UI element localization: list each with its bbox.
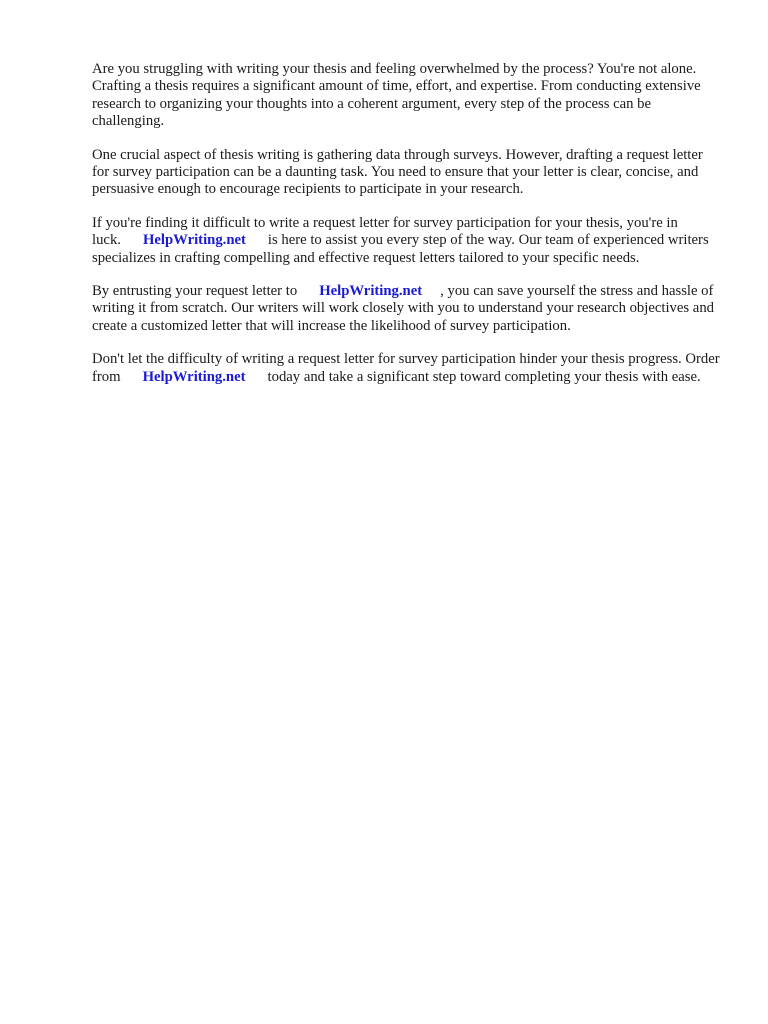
- paragraph-assist: [92, 215, 722, 267]
- paragraph-text: One crucial aspect of thesis writing is gathering data through surveys. However, drafting a request letter for survey participation can be a daunting task. You need to ensure that your letter is clear, concise, and persuasive enough to encourage recipients to participate in your research.: [92, 146, 703, 198]
- helpwriting-link[interactable]: HelpWriting.net: [142, 232, 246, 249]
- paragraph-text: Are you struggling with writing your thesis and feeling overwhelmed by the process? You're not alone. Crafting a thesis requires a significant amount of time, effort, and expertise. From conducting extensive research to organizing your thoughts into a coherent argument, every step of the process can be challenging.: [92, 61, 701, 130]
- helpwriting-link[interactable]: HelpWriting.net: [142, 368, 246, 385]
- paragraph-order: [92, 351, 722, 386]
- helpwriting-link[interactable]: HelpWriting.net: [319, 283, 423, 300]
- paragraph-text-before: If you're finding it difficult to write a request letter for survey participation for your thesis, you're in luck.: [92, 214, 678, 249]
- paragraph-text-after: today and take a significant step toward completing your thesis with ease.: [267, 368, 701, 385]
- paragraph-text-before: By entrusting your request letter to: [92, 283, 298, 300]
- document-body: [92, 61, 722, 402]
- paragraph-text-after: , you can save yourself the stress and hassle of writing it from scratch. Our writers will work closely with you to understand your research objectives and create a customized letter that will increase the likelihood of survey participation.: [92, 283, 715, 334]
- paragraph-text-after: is here to assist you every step of the way. Our team of experienced writers specializes in crafting compelling and effective request letters tailored to your specific needs.: [92, 232, 709, 266]
- paragraph-entrusting: [92, 283, 722, 335]
- paragraph-surveys: [92, 147, 722, 199]
- paragraph-text-before: Don't let the difficulty of writing a request letter for survey participation hinder your thesis progress. Order from: [92, 351, 720, 385]
- paragraph-intro: [92, 61, 722, 131]
